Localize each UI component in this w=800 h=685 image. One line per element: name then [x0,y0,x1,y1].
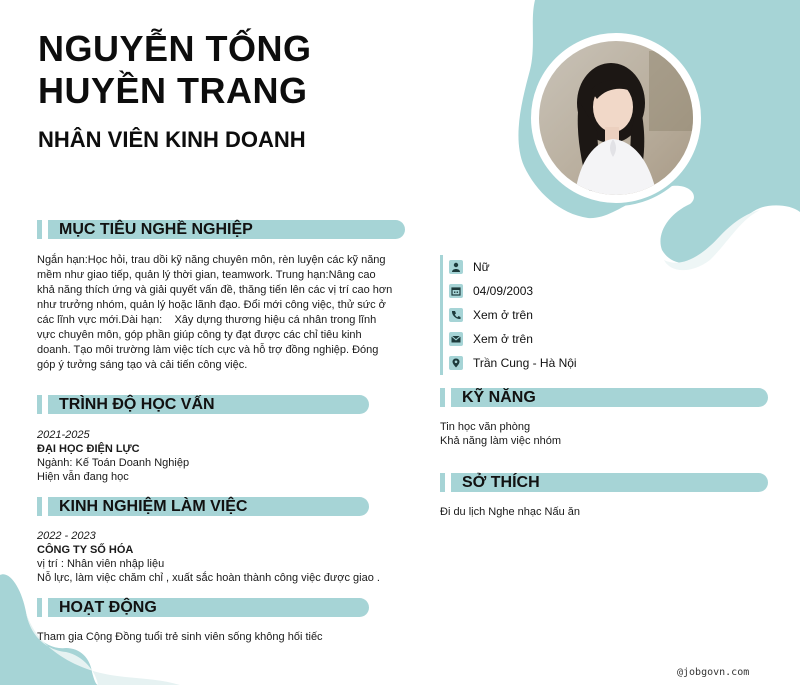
objective-line: doanh. Tạo môi trường làm việc tích cực và hỗ trợ đồng nghiệp. Đóng [37,344,379,356]
skill-item: Khả năng làm việc nhóm [440,435,562,447]
education-major: Ngành: Kế Toán Doanh Nghiệp [37,457,190,469]
contact-gender [449,255,577,279]
education-heading [37,395,369,414]
objective-line: các lĩnh vực mới.Dài hạn: Xây dựng thương hiệu cá nhân trong lĩnh [37,314,377,326]
phone-value: Xem ở trên [473,308,533,322]
contact-address [449,351,577,375]
profile-photo [539,41,693,195]
objective-line: như trưởng nhóm, quản lý hoặc lãnh đạo. Đổi mới công việc, thử sức ở [37,299,386,311]
activities-description: Tham gia Cộng Đồng tuổi trẻ sinh viên sống không hối tiếc [37,631,323,643]
experience-heading [37,497,369,516]
objective-line: Ngắn hạn:Học hỏi, trau dồi kỹ năng chuyên môn, rèn luyện các kỹ năng [37,254,386,266]
skill-item: Tin học văn phòng [440,421,531,433]
calendar-icon [449,284,463,298]
experience-position: vị trí : Nhân viên nhập liệu [37,558,165,570]
activities-title: HOẠT ĐỘNG [59,599,157,616]
objective-line: góp ý tưởng sáng tạo và cải tiến công việc. [37,359,248,371]
contact-phone [449,303,577,327]
contact-birthday [449,279,577,303]
phone-icon [449,308,463,322]
birthday-value: 04/09/2003 [473,284,534,298]
skills-title: KỸ NĂNG [462,389,536,406]
education-school: ĐẠI HỌC ĐIỆN LỰC [37,443,140,455]
person-icon [449,260,463,274]
objective-heading [37,220,405,239]
experience-title: KINH NGHIỆM LÀM VIỆC [59,498,248,515]
gender-value: Nữ [473,260,490,274]
location-pin-icon [449,356,463,370]
email-value: Xem ở trên [473,332,533,346]
job-title: NHÂN VIÊN KINH DOANH [38,127,306,152]
hobbies-heading [440,473,768,492]
experience-company: CÔNG TY SỐ HÓA [37,544,134,556]
contact-info [440,255,577,375]
objective-line: khả năng thích ứng và giải quyết vấn đề, thăng tiến lên các vị trí cao hơn [37,284,393,296]
education-status: Hiện vẫn đang học [37,471,129,483]
watermark: @jobgovn.com [677,667,750,678]
name-line-2: HUYỀN TRANG [38,70,308,111]
experience-description: Nỗ lực, làm việc chăm chỉ , xuất sắc hoàn thành công việc được giao . [37,572,380,584]
contact-email [449,327,577,351]
objective-text [37,253,407,373]
objective-line: mềm như giao tiếp, quản lý thời gian, teamwork. Trung hạn:Nâng cao [37,269,376,281]
experience-period: 2022 - 2023 [37,530,96,542]
hobbies-text: Đi du lịch Nghe nhạc Nấu ăn [440,506,581,518]
profile-photo-frame [528,30,704,206]
name-line-1: NGUYỄN TỐNG [38,28,312,69]
objective-line: vực chuyên môn, góp phần giúp công ty đạt được các chỉ tiêu kinh [37,329,362,341]
activities-heading [37,598,369,617]
objective-title: MỤC TIÊU NGHỀ NGHIỆP [59,221,253,238]
skills-heading [440,388,768,407]
education-period: 2021-2025 [37,429,90,441]
envelope-icon [449,332,463,346]
education-title: TRÌNH ĐỘ HỌC VẤN [59,396,215,413]
address-value: Trần Cung - Hà Nội [473,356,577,370]
hobbies-title: SỞ THÍCH [462,474,540,491]
candidate-name [38,28,312,112]
